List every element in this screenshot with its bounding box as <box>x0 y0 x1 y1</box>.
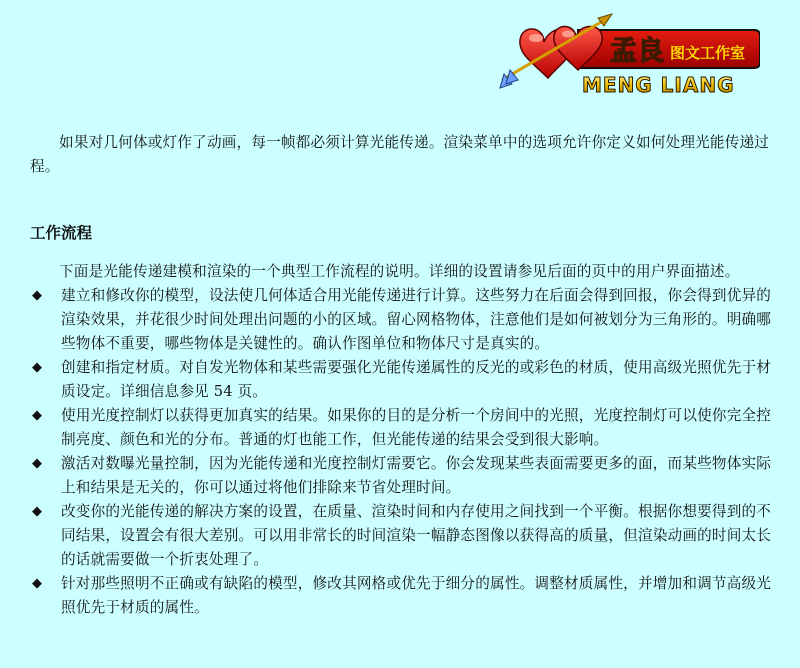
logo-brand-en: MENG LIANG <box>582 73 735 97</box>
diamond-bullet-icon: ◆ <box>32 456 43 471</box>
list-item <box>30 452 772 500</box>
list-item-text: 创建和指定材质。对自发光物体和某些需要强化光能传递属性的反光的或彩色的材质，使用高级光照优先于材质设定。详细信息参见 54 页。 <box>61 359 772 400</box>
diamond-bullet-icon: ◆ <box>32 504 43 519</box>
list-item <box>30 356 772 404</box>
menglang-logo <box>498 8 760 102</box>
list-item <box>30 500 772 572</box>
section-intro: 下面是光能传递建模和渲染的一个典型工作流程的说明。详细的设置请参见后面的页中的用户界面描述。 <box>59 263 740 280</box>
diamond-bullet-icon: ◆ <box>32 576 43 591</box>
diamond-bullet-icon: ◆ <box>32 288 43 303</box>
list-item-text: 改变你的光能传递的解决方案的设置，在质量、渲染时间和内存使用之间找到一个平衡。根据你想要得到的不同结果，设置会有很大差别。可以用非常长的时间渲染一幅静态图像以获得高的质量，但渲染动画的时间太长的话就需要做一个折衷处理了。 <box>61 503 772 568</box>
list-item <box>30 572 772 620</box>
diamond-bullet-icon: ◆ <box>32 408 43 423</box>
list-item-text: 使用光度控制灯以获得更加真实的结果。如果你的目的是分析一个房间中的光照，光度控制灯可以使你完全控制亮度、颜色和光的分布。普通的灯也能工作，但光能传递的结果会受到很大影响。 <box>61 407 772 448</box>
list-item-text: 针对那些照明不正确或有缺陷的模型，修改其网格或优先于细分的属性。调整材质属性，并增加和调节高级光照优先于材质的属性。 <box>61 575 772 616</box>
logo-brand-cn: 孟良 <box>610 36 664 67</box>
document-body <box>30 131 772 620</box>
list-item-text: 建立和修改你的模型，设法使几何体适合用光能传递进行计算。这些努力在后面会得到回报，你会得到优异的渲染效果，并花很少时间处理出问题的小的区域。留心网格物体，注意他们是如何被划分为三角形的。明确哪些物体不重要，哪些物体是关键性的。确认作图单位和物体尺寸是真实的。 <box>61 287 772 352</box>
section-heading: 工作流程 <box>30 224 93 242</box>
diamond-bullet-icon: ◆ <box>32 360 43 375</box>
logo-tagline-cn: 图文工作室 <box>670 44 746 62</box>
list-item <box>30 284 772 356</box>
workflow-list <box>30 284 772 620</box>
intro-paragraph: 如果对几何体或灯作了动画，每一帧都必须计算光能传递。渲染菜单中的选项允许你定义如何处理光能传递过程。 <box>30 134 770 175</box>
list-item <box>30 404 772 452</box>
list-item-text: 激活对数曝光量控制，因为光能传递和光度控制灯需要它。你会发现某些表面需要更多的面，而某些物体实际上和结果是无关的，你可以通过将他们排除来节省处理时间。 <box>61 455 772 496</box>
